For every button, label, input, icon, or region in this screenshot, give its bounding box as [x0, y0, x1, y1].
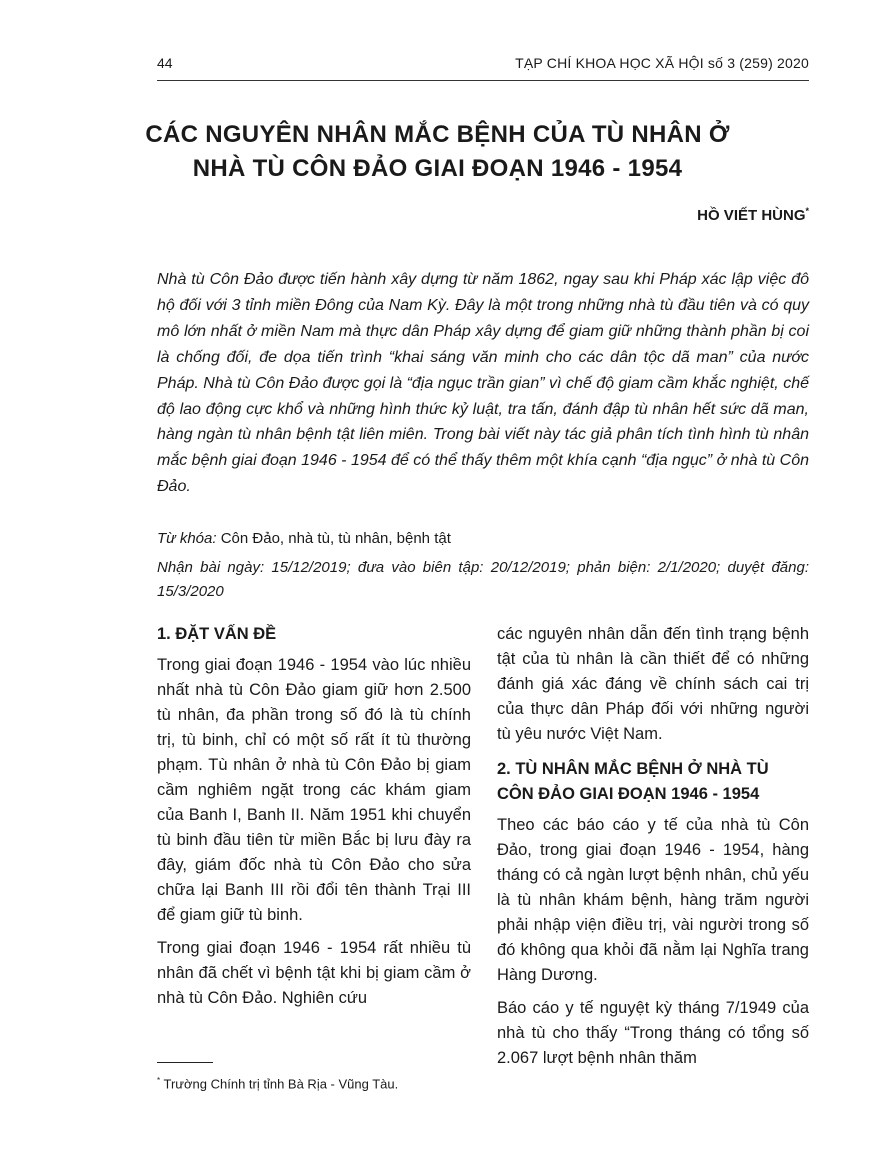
title-line-1: CÁC NGUYÊN NHÂN MẮC BỆNH CỦA TÙ NHÂN Ở [145, 121, 730, 148]
author [697, 206, 809, 224]
section-2-heading: 2. TÙ NHÂN MẮC BỆNH Ở NHÀ TÙ CÔN ĐẢO GIAI ĐOẠN 1946 - 1954 [497, 760, 769, 803]
footnote-mark: * [157, 1076, 161, 1085]
author-name: HỒ VIẾT HÙNG [697, 207, 806, 224]
right-column [497, 622, 809, 1079]
section-1-paragraph-2: Trong giai đoạn 1946 - 1954 rất nhiều tù nhân đã chết vì bệnh tật khi bị giam cầm ở nhà tù Côn Đảo. Nghiên cứu [157, 939, 471, 1007]
keywords-label: Từ khóa: [157, 530, 217, 547]
author-footnote-mark: * [805, 206, 809, 216]
left-column [157, 622, 471, 1019]
running-header [157, 55, 809, 79]
section-2-paragraph-1: Theo các báo cáo y tế của nhà tù Côn Đảo, trong giai đoạn 1946 - 1954, hàng tháng có cả ngàn lượt bệnh nhân, chủ yếu là tù nhân khám bệnh, hàng trăm người phải nhập viện điều trị, vài người trong số đó không qua khỏi đã nằm lại Nghĩa trang Hàng Dương. [497, 816, 809, 984]
section-1-heading: 1. ĐẶT VẤN ĐỀ [157, 625, 277, 643]
footnote-divider [157, 1062, 213, 1063]
page-number: 44 [157, 55, 173, 71]
section-1-paragraph-1: Trong giai đoạn 1946 - 1954 vào lúc nhiều nhất nhà tù Côn Đảo giam giữ hơn 2.500 tù nhân, đa phần trong số đó là tù chính trị, tù binh, chỉ có một số rất ít tù thường phạm. Tù nhân ở nhà tù Côn Đảo bị giam cầm nghiêm ngặt trong các khám giam của Banh I, Banh II. Năm 1951 khi chuyển tù binh đầu tiên từ miền Bắc bị lưu đày ra đây, giám đốc nhà tù Côn Đảo cho sửa chữa lại Banh III rồi đổi tên thành Trại III để giam giữ tù binh. [157, 656, 471, 924]
section-2-paragraph-2: Báo cáo y tế nguyệt kỳ tháng 7/1949 của nhà tù cho thấy “Trong tháng có tổng số 2.067 lượt bệnh nhân thăm [497, 999, 809, 1067]
section-1-paragraph-2-continued: các nguyên nhân dẫn đến tình trạng bệnh tật của tù nhân là cần thiết để có những đánh giá xác đáng về chính sách cai trị của thực dân Pháp đối với những người tù yêu nước Việt Nam. [497, 625, 809, 743]
journal-title: TẠP CHÍ KHOA HỌC XÃ HỘI số 3 (259) 2020 [515, 55, 809, 71]
header-divider [157, 80, 809, 81]
abstract: Nhà tù Côn Đảo được tiến hành xây dựng từ năm 1862, ngay sau khi Pháp xác lập việc đô hộ đối với 3 tỉnh miền Đông của Nam Kỳ. Đây là một trong những nhà tù đầu tiên và có quy mô lớn nhất ở miền Nam mà thực dân Pháp xây dựng để giam giữ những thành phần bị coi là chống đối, đe dọa tiến trình “khai sáng văn minh cho các dân tộc dã man” của nước Pháp. Nhà tù Côn Đảo được gọi là “địa ngục trần gian” vì chế độ giam cầm khắc nghiệt, chế độ lao động cực khổ và những hình thức kỷ luật, tra tấn, đánh đập tù nhân hết sức dã man, hàng ngàn tù nhân bệnh tật liên miên. Trong bài viết này tác giả phân tích tình hình tù nhân mắc bệnh giai đoạn 1946 - 1954 để có thể thấy thêm một khía cạnh “địa ngục” ở nhà tù Côn Đảo. [157, 271, 809, 496]
article-title [100, 118, 775, 186]
footnote-text: Trường Chính trị tỉnh Bà Rịa - Vũng Tàu. [163, 1076, 399, 1092]
keywords [157, 528, 809, 550]
footnote [157, 1076, 398, 1091]
keywords-text: Côn Đảo, nhà tù, tù nhân, bệnh tật [220, 530, 451, 547]
submission-dates: Nhận bài ngày: 15/12/2019; đưa vào biên tập: 20/12/2019; phản biện: 2/1/2020; duyệt đăng: 15/3/2020 [157, 559, 809, 600]
title-line-2: NHÀ TÙ CÔN ĐẢO GIAI ĐOẠN 1946 - 1954 [192, 155, 683, 182]
